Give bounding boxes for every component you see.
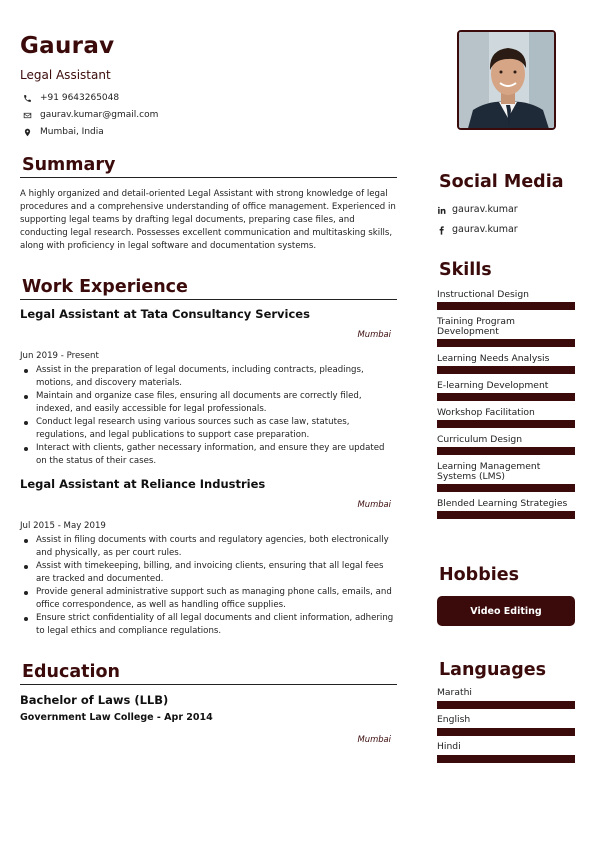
skill-item — [437, 462, 575, 492]
job-title: Legal Assistant at Tata Consultancy Services — [20, 307, 310, 321]
skill-level-bar — [437, 420, 575, 428]
languages-heading: Languages — [439, 660, 547, 680]
contact-email — [20, 107, 397, 124]
skill-label: Learning Management Systems (LMS) — [437, 461, 541, 482]
work-experience-heading: Work Experience — [20, 275, 397, 300]
education-heading: Education — [20, 660, 397, 685]
contact-phone-text: +91 9643265048 — [40, 93, 120, 103]
job-location: Mumbai — [357, 329, 391, 339]
job-bullets — [20, 364, 397, 468]
language-item — [437, 741, 575, 763]
contact-location — [20, 124, 397, 141]
hobbies-heading: Hobbies — [439, 565, 520, 585]
skill-level-bar — [437, 447, 575, 455]
job-bullet: Provide general administrative support such as managing phone calls, emails, and office correspondence, as well as handling office supplies. — [20, 586, 397, 612]
education-degree: Bachelor of Laws (LLB) — [20, 693, 169, 707]
skill-label: Curriculum Design — [437, 434, 523, 445]
language-level-bar — [437, 728, 575, 736]
skill-label: Workshop Facilitation — [437, 407, 535, 418]
social-facebook[interactable] — [437, 220, 575, 240]
job-bullets — [20, 534, 397, 638]
skill-label: Training Program Development — [437, 316, 515, 337]
skill-item — [437, 499, 575, 519]
phone-icon — [20, 94, 40, 103]
job-dates: Jun 2019 - Present — [20, 351, 99, 361]
job-bullet: Assist in filing documents with courts and regulatory agencies, both electronically and physically, as per court rules. — [20, 534, 397, 560]
job-bullet: Maintain and organize case files, ensuring all documents are correctly filed, indexed, and easily accessible for legal professionals. — [20, 390, 397, 416]
skill-item — [437, 317, 575, 347]
summary-text: A highly organized and detail-oriented Legal Assistant with strong knowledge of legal procedures and a comprehensive understanding of office management. Experienced in supporting legal teams by drafting legal documents, preparing case files, and conducting legal research. Possesses excellent communication and multitasking skills, along with proficiency in legal software and documentation systems. — [20, 189, 396, 251]
social-facebook-text: gaurav.kumar — [452, 224, 518, 235]
skill-item — [437, 435, 575, 455]
contact-list — [20, 90, 397, 141]
linkedin-icon — [437, 206, 452, 215]
language-label: English — [437, 714, 471, 725]
mail-icon — [20, 111, 40, 120]
social-media-section — [437, 170, 575, 240]
skill-label: Instructional Design — [437, 289, 529, 300]
skill-item — [437, 290, 575, 310]
skill-level-bar — [437, 339, 575, 347]
skill-item — [437, 354, 575, 374]
summary-heading: Summary — [20, 153, 397, 178]
skill-level-bar — [437, 366, 575, 374]
skill-label: Learning Needs Analysis — [437, 353, 550, 364]
language-level-bar — [437, 701, 575, 709]
skill-level-bar — [437, 302, 575, 310]
job-bullet: Ensure strict confidentiality of all legal documents and client information, adhering to legal ethics and compliance regulations. — [20, 612, 397, 638]
social-media-heading: Social Media — [439, 172, 564, 192]
profile-photo — [457, 30, 556, 130]
skill-level-bar — [437, 511, 575, 519]
social-linkedin-text: gaurav.kumar — [452, 204, 518, 215]
language-item — [437, 687, 575, 709]
education-location: Mumbai — [357, 734, 391, 744]
language-label: Hindi — [437, 741, 461, 752]
main-column — [20, 30, 397, 745]
contact-location-text: Mumbai, India — [40, 127, 104, 137]
candidate-name: Gaurav — [20, 33, 115, 59]
contact-email-text: gaurav.kumar@gmail.com — [40, 110, 159, 120]
languages-section — [437, 658, 575, 768]
job-bullet: Assist with timekeeping, billing, and invoicing clients, ensuring that all legal fees are tracked and documented. — [20, 560, 397, 586]
location-pin-icon — [20, 128, 40, 137]
job-entry — [20, 306, 397, 468]
facebook-icon — [437, 226, 452, 235]
skills-section — [437, 258, 575, 526]
skill-label: Blended Learning Strategies — [437, 498, 568, 509]
job-bullet: Assist in the preparation of legal documents, including contracts, pleadings, motions, and discovery materials. — [20, 364, 397, 390]
job-location: Mumbai — [357, 499, 391, 509]
skills-heading: Skills — [439, 260, 492, 280]
education-school: Government Law College - Apr 2014 — [20, 712, 213, 723]
skill-label: E-learning Development — [437, 380, 549, 391]
skill-item — [437, 381, 575, 401]
hobby-badge: Video Editing — [437, 596, 575, 626]
candidate-title: Legal Assistant — [20, 68, 111, 82]
skill-level-bar — [437, 484, 575, 492]
job-title: Legal Assistant at Reliance Industries — [20, 477, 266, 491]
job-dates: Jul 2015 - May 2019 — [20, 521, 106, 531]
skill-level-bar — [437, 393, 575, 401]
job-entry — [20, 476, 397, 638]
skill-item — [437, 408, 575, 428]
contact-phone — [20, 90, 397, 107]
language-item — [437, 714, 575, 736]
job-bullet: Interact with clients, gather necessary information, and ensure they are updated on the status of their cases. — [20, 442, 397, 468]
social-linkedin[interactable] — [437, 200, 575, 220]
language-label: Marathi — [437, 687, 472, 698]
skills-list — [437, 290, 575, 519]
language-level-bar — [437, 755, 575, 763]
hobbies-section — [437, 563, 575, 626]
job-bullet: Conduct legal research using various sources such as case law, statutes, regulations, and legal publications to support case preparation. — [20, 416, 397, 442]
